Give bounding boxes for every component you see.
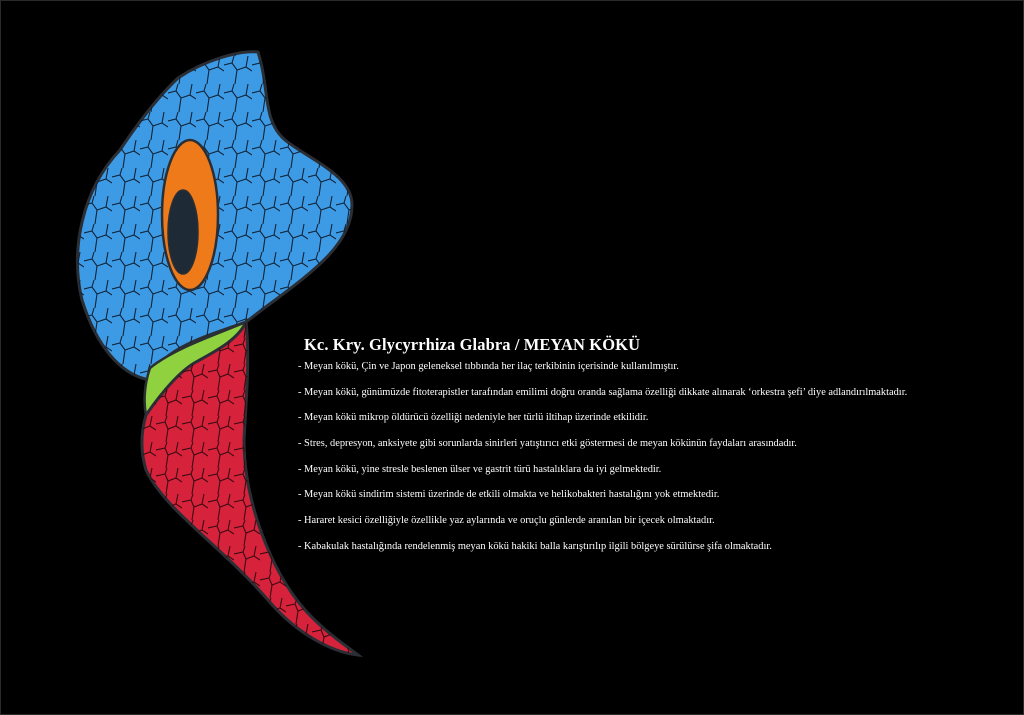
eye-icon xyxy=(162,140,218,290)
list-item: - Meyan kökü, günümüzde fitoterapistler tarafından emilimi doğru oranda sağlama özelliği dikkate alınarak ‘orkestra şefi’ diye adlandırılmaktadır. xyxy=(298,386,908,398)
list-item: - Meyan kökü sindirim sistemi üzerinde de etkili olmakta ve helikobakteri hastalığını yok etmektedir. xyxy=(298,489,720,501)
page-title: Kc. Kry. Glycyrrhiza Glabra / MEYAN KÖKÜ xyxy=(304,335,641,354)
info-list xyxy=(298,360,998,553)
info-text-block xyxy=(298,335,998,566)
list-item: - Stres, depresyon, anksiyete gibi sorunlarda sinirleri yatıştırıcı etki göstermesi de meyan kökünün faydaları arasındadır. xyxy=(298,438,797,450)
list-item: - Hararet kesici özelliğiyle özellikle yaz aylarında ve oruçlu günlerde aranılan bir içecek olmaktadır. xyxy=(298,515,715,527)
list-item: - Meyan kökü, yine stresle beslenen ülser ve gastrit türü hastalıklara da iyi gelmektedir. xyxy=(298,463,662,475)
list-item: - Meyan kökü mikrop öldürücü özelliği nedeniyle her türlü iltihap üzerinde etkilidir. xyxy=(298,412,649,424)
list-item: - Meyan kökü, Çin ve Japon geleneksel tıbbında her ilaç terkibinin içerisinde kullanılmıştır. xyxy=(298,361,679,372)
list-item: - Kabakulak hastalığında rendelenmiş meyan kökü hakiki balla karıştırılıp ilgili bölgeye sürülürse şifa olmaktadır. xyxy=(298,540,772,552)
